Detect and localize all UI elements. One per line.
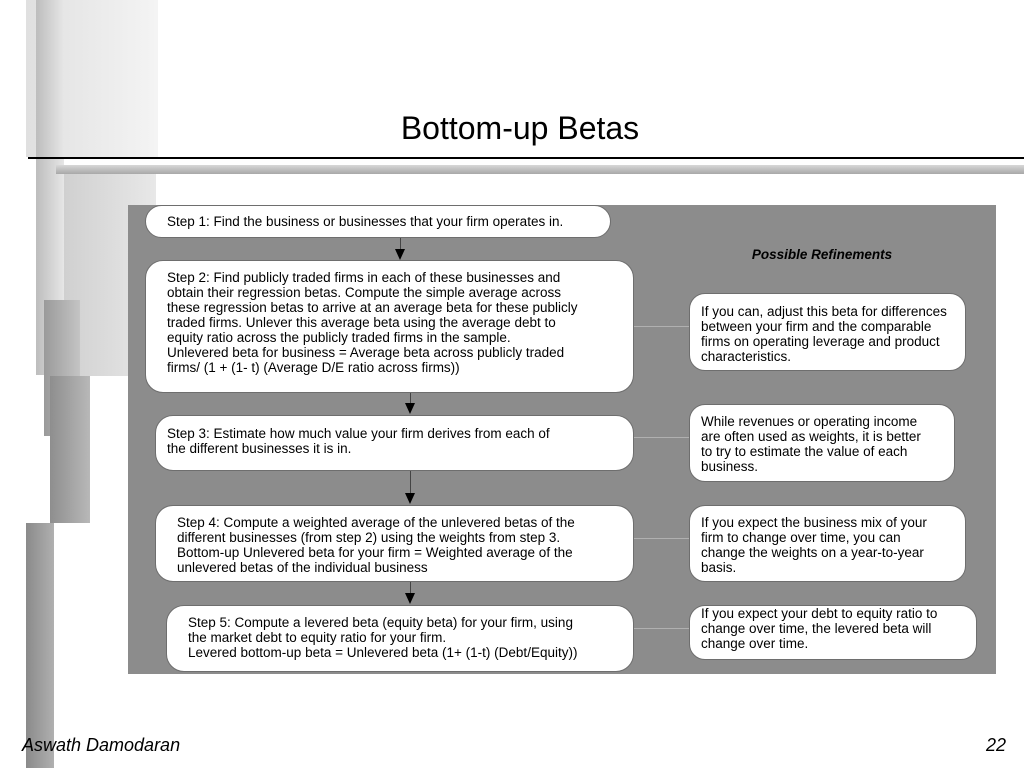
step-4-box: Step 4: Compute a weighted average of the unlevered betas of the different businesses (from step 2) using the weights from step 3. Bottom-up Unlevered beta for your firm = Weighted average of the unlevered betas of the individual business <box>155 505 634 582</box>
slide-title: Bottom-up Betas <box>400 110 640 146</box>
flow-arrow-4 <box>405 593 415 604</box>
refinements-heading: Possible Refinements <box>751 247 893 262</box>
connector-step3 <box>633 437 689 438</box>
step-2-box: Step 2: Find publicly traded firms in each of these businesses and obtain their regression betas. Compute the simple average across these regression betas to arrive at an average beta for these publicly traded firms. Unlever this average beta using the average debt to equity ratio across the publicly traded firms in the sample. Unlevered beta for business = Average beta across publicly traded firms/ (1 + (1- t) (Average D/E ratio across firms)) <box>145 260 634 393</box>
footer-author: Aswath Damodaran <box>22 735 181 755</box>
title-underline-light <box>56 165 1024 174</box>
flow-arrow-2 <box>405 403 415 414</box>
step-5-box: Step 5: Compute a levered beta (equity beta) for your firm, using the market debt to equity ratio for your firm. Levered bottom-up beta = Unlevered beta (1+ (1-t) (Debt/Equity)) <box>166 605 634 672</box>
flow-line-4 <box>410 582 411 593</box>
refinement-3-box: If you expect the business mix of your firm to change over time, you can change the weights on a year-to-year basis. <box>689 505 966 582</box>
refinement-1-box: If you can, adjust this beta for differences between your firm and the comparable firms on operating leverage and product characteristics. <box>689 293 966 371</box>
step-3-box: Step 3: Estimate how much value your firm derives from each of the different businesses it is in. <box>155 415 634 471</box>
flow-line-3 <box>410 471 411 493</box>
refinement-4-box: If you expect your debt to equity ratio to change over time, the levered beta will change over time. <box>689 605 977 660</box>
decor-bar-6 <box>50 376 90 523</box>
page-number: 22 <box>985 735 1006 755</box>
flow-arrow-1 <box>395 249 405 260</box>
refinement-2-box: While revenues or operating income are often used as weights, it is better to try to estimate the value of each business. <box>689 404 955 482</box>
connector-step4 <box>633 538 689 539</box>
connector-step2 <box>633 326 689 327</box>
flow-line-2 <box>410 393 411 403</box>
flow-line-1 <box>400 237 401 249</box>
decor-bar-7 <box>26 523 54 768</box>
title-underline-dark <box>28 157 1024 159</box>
flow-arrow-3 <box>405 493 415 504</box>
step-1-box: Step 1: Find the business or businesses that your firm operates in. <box>145 205 611 238</box>
connector-step5 <box>633 628 689 629</box>
